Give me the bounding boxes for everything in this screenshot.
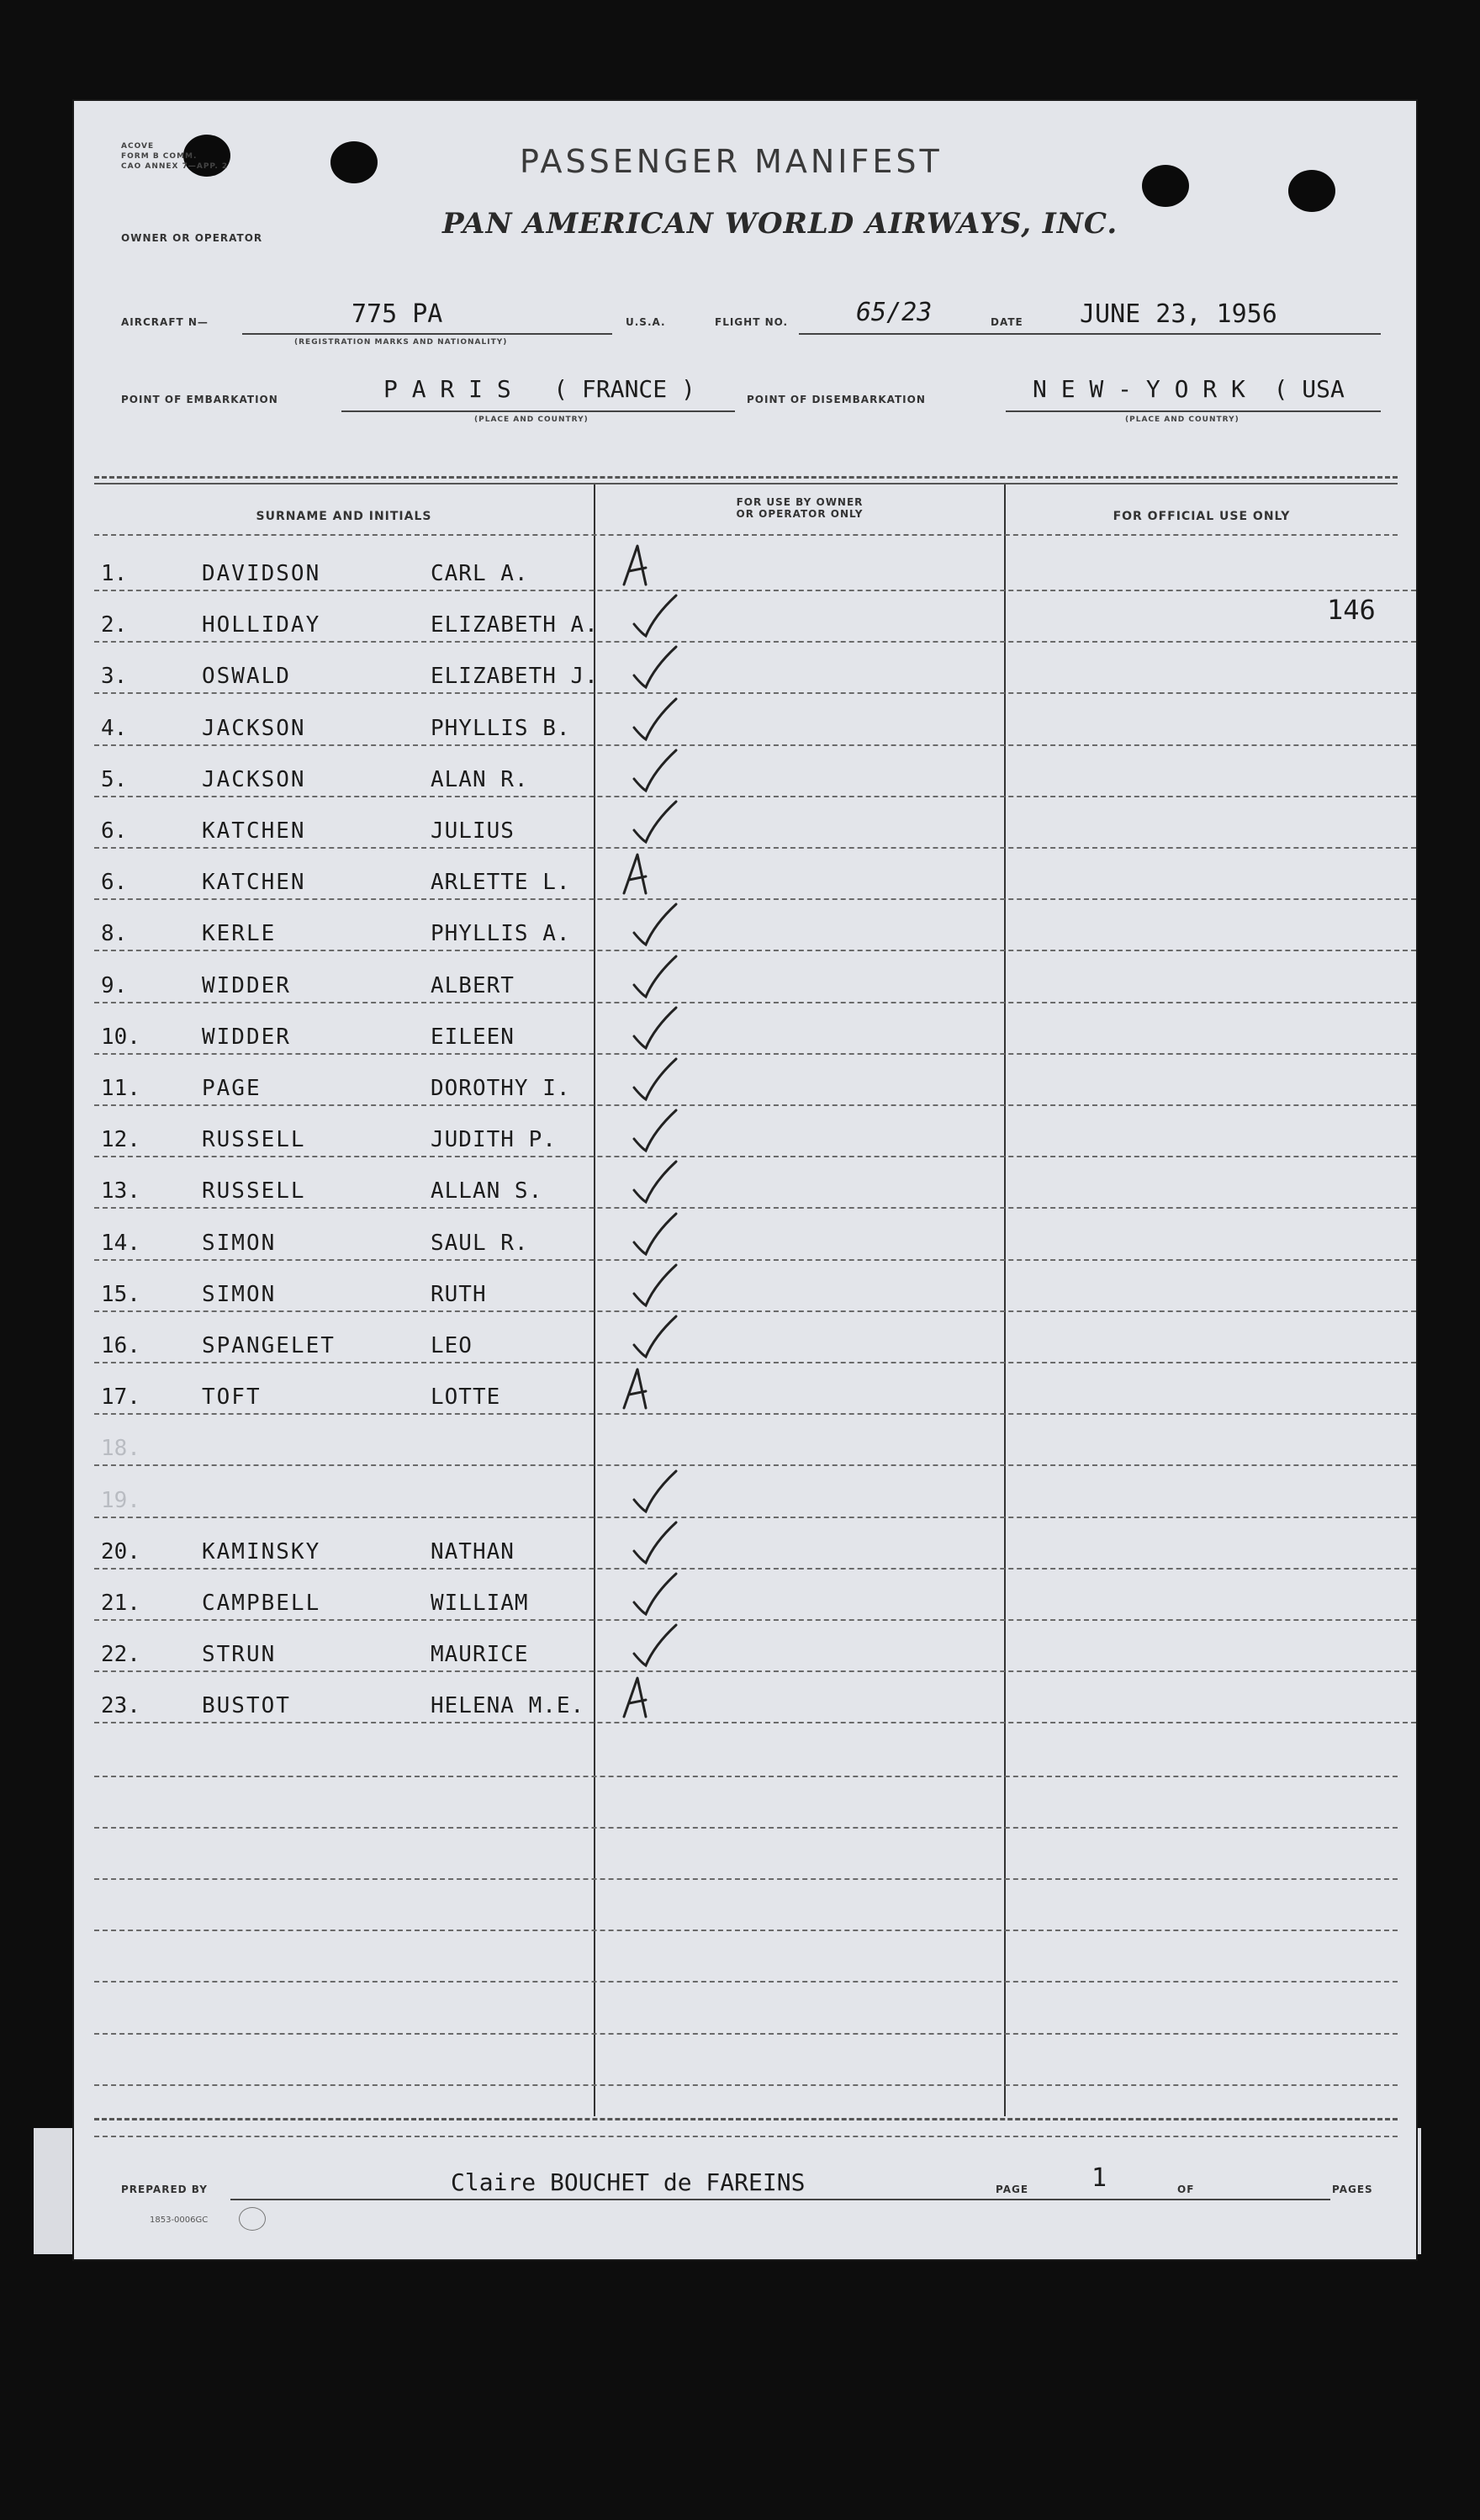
passenger-surname: STRUN — [202, 1642, 277, 1668]
form-number: 1853-0006GC — [150, 2216, 209, 2225]
passenger-initials: ALAN R. — [431, 766, 529, 792]
date-value: JUNE 23, 1956 — [1080, 299, 1277, 329]
handwritten-a-mark — [612, 539, 663, 590]
passenger-initials: MAURICE — [431, 1642, 529, 1668]
usa-label: U.S.A. — [626, 316, 666, 328]
passenger-surname: OSWALD — [202, 664, 291, 690]
passenger-surname: JACKSON — [202, 715, 306, 741]
passenger-surname: SIMON — [202, 1281, 277, 1307]
table-row — [74, 1570, 1416, 1621]
passenger-initials: ALLAN S. — [431, 1178, 543, 1204]
passenger-initials: RUTH — [431, 1281, 487, 1307]
row-number: 22. — [101, 1642, 140, 1668]
embark-label: POINT OF EMBARKATION — [121, 394, 278, 405]
official-number: 146 — [1327, 594, 1376, 626]
passenger-surname: KAMINSKY — [202, 1538, 321, 1564]
disembark-underline — [1006, 410, 1381, 412]
form-code — [121, 141, 228, 172]
row-number: 11. — [101, 1076, 140, 1101]
row-number: 4. — [101, 715, 128, 741]
disembark-caption: (PLACE AND COUNTRY) — [1125, 416, 1240, 424]
passenger-initials: PHYLLIS A. — [431, 921, 571, 947]
row-number: 5. — [101, 766, 128, 792]
form-code-line: CAO ANNEX 7—APP. 2 — [121, 162, 229, 171]
passenger-surname: WIDDER — [202, 972, 291, 998]
table-row — [74, 1106, 1416, 1157]
passenger-initials: DOROTHY I. — [431, 1076, 571, 1101]
row-number: 21. — [101, 1591, 140, 1616]
check-mark-icon — [629, 1209, 679, 1259]
passenger-surname: SPANGELET — [202, 1333, 336, 1358]
row-number: 9. — [101, 972, 128, 998]
check-mark-icon — [629, 1466, 679, 1517]
aircraft-label: AIRCRAFT N— — [121, 316, 209, 328]
table-row — [74, 1003, 1416, 1055]
passenger-initials: ARLETTE L. — [431, 870, 571, 896]
passenger-initials: HELENA M.E. — [431, 1693, 585, 1719]
passenger-surname: RUSSELL — [202, 1127, 306, 1153]
empty-row-rule — [94, 1827, 1398, 1829]
table-top-rule — [94, 476, 1398, 479]
aircraft-underline — [242, 333, 612, 335]
row-number: 6. — [101, 870, 128, 896]
row-number: 17. — [101, 1384, 140, 1411]
table-row — [74, 1621, 1416, 1672]
table-row — [74, 1518, 1416, 1570]
embark-value: P A R I S ( FRANCE ) — [383, 375, 695, 403]
pages-label: PAGES — [1332, 2184, 1373, 2195]
passenger-initials: SAUL R. — [431, 1230, 529, 1256]
of-underline — [1204, 2199, 1330, 2200]
table-row — [74, 1210, 1416, 1261]
form-code-line: FORM B COMM. — [121, 152, 198, 161]
table-row — [74, 643, 1416, 694]
row-number: 3. — [101, 664, 128, 690]
passenger-initials: EILEEN — [431, 1024, 515, 1050]
flight-label: FLIGHT NO. — [715, 316, 789, 328]
owner-label: OWNER OR OPERATOR — [121, 232, 263, 244]
official-column-header: FOR OFFICIAL USE ONLY — [1113, 510, 1291, 523]
passenger-surname: KATCHEN — [202, 818, 306, 844]
empty-row-rule — [94, 2084, 1398, 2086]
table-row — [74, 1312, 1416, 1363]
passenger-surname: SIMON — [202, 1230, 277, 1256]
check-mark-icon — [629, 899, 679, 950]
date-label: DATE — [991, 316, 1023, 328]
passenger-surname: TOFT — [202, 1384, 262, 1411]
check-mark-icon — [629, 745, 679, 796]
flight-underline — [799, 333, 1051, 335]
check-mark-icon — [629, 642, 679, 692]
passenger-initials: ALBERT — [431, 972, 515, 998]
check-mark-icon — [629, 1569, 679, 1619]
registration-caption: (REGISTRATION MARKS AND NATIONALITY) — [294, 338, 508, 347]
embark-caption: (PLACE AND COUNTRY) — [474, 416, 589, 424]
empty-row-rule — [94, 1878, 1398, 1880]
check-mark-icon — [629, 797, 679, 847]
row-number: 20. — [101, 1538, 140, 1564]
passenger-initials: LOTTE — [431, 1384, 501, 1411]
check-mark-icon — [629, 590, 679, 641]
row-number: 14. — [101, 1230, 140, 1256]
empty-row-rule — [94, 2136, 1398, 2137]
table-row — [74, 797, 1416, 849]
flight-value: 65/23 — [856, 298, 933, 327]
check-mark-icon — [629, 1311, 679, 1362]
check-mark-icon — [629, 1003, 679, 1053]
row-rule — [94, 1722, 1416, 1723]
check-mark-icon — [629, 1105, 679, 1156]
passenger-initials: ELIZABETH J. — [431, 664, 599, 690]
passenger-initials: JULIUS — [431, 818, 515, 844]
passenger-surname: KATCHEN — [202, 870, 306, 896]
table-row — [74, 1157, 1416, 1209]
punch-hole — [330, 141, 378, 183]
date-underline — [1036, 333, 1381, 335]
check-mark-icon — [629, 1260, 679, 1310]
passenger-surname: HOLLIDAY — [202, 612, 321, 638]
row-number: 1. — [101, 561, 128, 586]
passenger-initials: ELIZABETH A. — [431, 612, 599, 638]
form-code-line: ACOVE — [121, 142, 155, 151]
airline-name: PAN AMERICAN WORLD AIRWAYS, INC. — [442, 207, 1118, 241]
table-row — [74, 1672, 1416, 1723]
passenger-initials: LEO — [431, 1333, 473, 1358]
passenger-surname: BUSTOT — [202, 1693, 291, 1719]
manifest-page — [74, 101, 1416, 2259]
row-number: 18. — [101, 1436, 140, 1462]
table-row — [74, 900, 1416, 951]
table-row — [74, 746, 1416, 797]
passenger-initials: JUDITH P. — [431, 1127, 557, 1153]
passenger-surname: RUSSELL — [202, 1178, 306, 1204]
handwritten-a-mark — [612, 848, 663, 898]
passenger-initials: NATHAN — [431, 1538, 515, 1564]
prepared-value: Claire BOUCHET de FAREINS — [451, 2168, 806, 2196]
page-title: PASSENGER MANIFEST — [520, 143, 943, 180]
passenger-initials: CARL A. — [431, 561, 529, 586]
table-row — [74, 1055, 1416, 1106]
table-row — [74, 1261, 1416, 1312]
passenger-surname: KERLE — [202, 921, 277, 947]
passenger-surname: DAVIDSON — [202, 561, 321, 586]
table-row — [74, 695, 1416, 746]
disembark-label: POINT OF DISEMBARKATION — [747, 394, 926, 405]
handwritten-a-mark — [612, 1363, 663, 1413]
handwritten-a-mark — [612, 1671, 663, 1722]
check-mark-icon — [629, 694, 679, 744]
passenger-initials: WILLIAM — [431, 1591, 529, 1616]
check-mark-icon — [629, 1517, 679, 1568]
header-rule — [94, 534, 1398, 536]
row-number: 23. — [101, 1693, 140, 1719]
passenger-surname: CAMPBELL — [202, 1591, 321, 1616]
row-number: 15. — [101, 1281, 140, 1307]
table-row — [74, 952, 1416, 1003]
check-mark-icon — [629, 951, 679, 1002]
embark-underline — [341, 410, 735, 412]
row-number: 16. — [101, 1333, 140, 1358]
empty-row-rule — [94, 2033, 1398, 2035]
page-value: 1 — [1092, 2163, 1107, 2193]
prepared-label: PREPARED BY — [121, 2184, 208, 2195]
empty-row-rule — [94, 1930, 1398, 1931]
row-number: 19. — [101, 1487, 140, 1513]
row-number: 8. — [101, 921, 128, 947]
owner-use-line: OR OPERATOR ONLY — [736, 508, 864, 520]
punch-hole — [1288, 170, 1335, 212]
table-row — [74, 540, 1416, 591]
surname-column-header: SURNAME AND INITIALS — [256, 510, 432, 523]
disembark-value: N E W - Y O R K ( USA — [1033, 375, 1345, 403]
passenger-initials: PHYLLIS B. — [431, 715, 571, 741]
of-label: OF — [1177, 2184, 1195, 2195]
union-bug-stamp — [239, 2207, 266, 2231]
row-number: 2. — [101, 612, 128, 638]
table-row — [74, 849, 1416, 900]
passenger-surname: PAGE — [202, 1076, 262, 1101]
table-bottom-rule — [94, 2118, 1398, 2120]
table-top-rule — [94, 483, 1398, 484]
owner-use-column-header — [595, 496, 1004, 520]
row-number: 10. — [101, 1024, 140, 1050]
row-number: 13. — [101, 1178, 140, 1204]
row-number: 6. — [101, 818, 128, 844]
table-row — [74, 1363, 1416, 1415]
table-row — [74, 1467, 1416, 1518]
page-label: PAGE — [996, 2184, 1029, 2195]
prepared-underline — [230, 2199, 1063, 2200]
punch-hole — [1142, 165, 1189, 207]
empty-row-rule — [94, 1981, 1398, 1983]
empty-row-rule — [94, 1776, 1398, 1777]
table-row — [74, 1415, 1416, 1466]
owner-use-line: FOR USE BY OWNER — [736, 496, 864, 508]
aircraft-value: 775 PA — [352, 299, 443, 329]
check-mark-icon — [629, 1620, 679, 1670]
check-mark-icon — [629, 1054, 679, 1104]
row-number: 12. — [101, 1127, 140, 1153]
passenger-surname: WIDDER — [202, 1024, 291, 1050]
passenger-surname: JACKSON — [202, 766, 306, 792]
table-row — [74, 591, 1416, 643]
check-mark-icon — [629, 1157, 679, 1207]
